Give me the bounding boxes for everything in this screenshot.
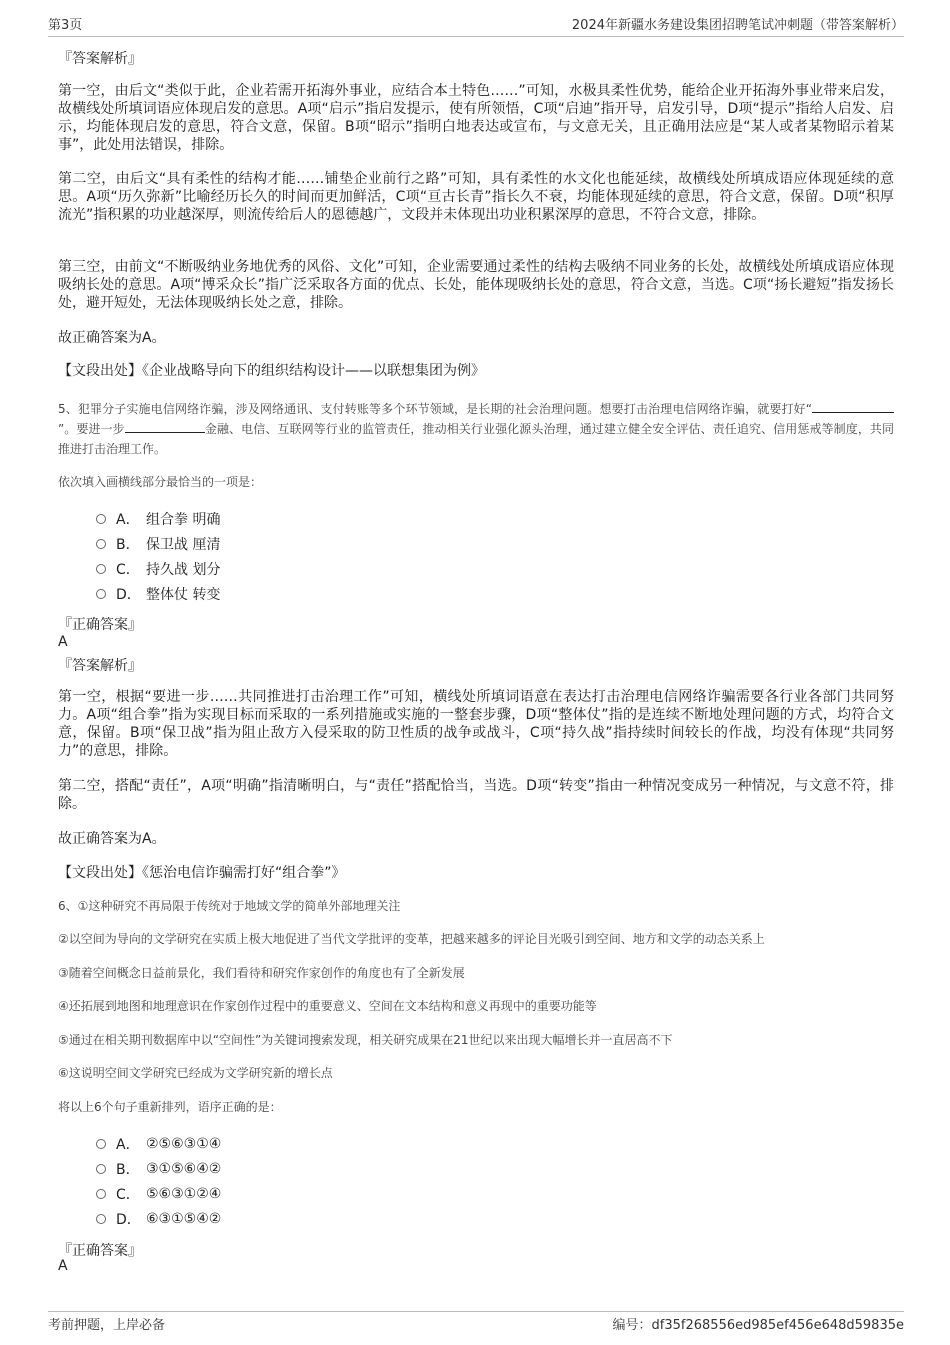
- q5-analysis-label: 『答案解析』: [58, 658, 142, 674]
- q5-option-c[interactable]: [96, 556, 496, 581]
- q5-answer-label: 『正确答案』: [58, 617, 142, 633]
- q6-answer: A: [58, 1258, 68, 1274]
- option-text: ⑥③①⑤④②: [146, 1210, 222, 1227]
- page-footer: [48, 1311, 904, 1333]
- q5-analysis-para-2: 第二空，搭配“责任”，A项“明确”指清晰明白，与“责任”搭配恰当，当选。D项“转变”指由一种情况变成另一种情况，与文意不符，排除。: [58, 778, 894, 812]
- q4-analysis-para-2: 第二空，由后文“具有柔性的结构才能……铺垫企业前行之路”可知，具有柔性的水文化也能延续，故横线处所填成语应体现延续的意思。A项“历久弥新”比喻经历长久的时间而更加鲜活，C项“亘古长青”指长久不衰，均能体现延续的意思，符合文意，保留。D项“积厚流光”指积累的功业越深厚，则流传给后人的恩德越广，文段并未体现出功业积累深厚的意思，不符合文意，排除。: [58, 171, 894, 223]
- option-text: ②⑤⑥③①④: [146, 1135, 222, 1152]
- q6-option-d[interactable]: [96, 1206, 496, 1231]
- q5-stem-part-2: ”。要进一步: [58, 422, 125, 436]
- option-letter: D．: [116, 586, 141, 603]
- radio-icon[interactable]: [96, 1214, 106, 1224]
- q4-conclusion: 故正确答案为A。: [58, 330, 166, 346]
- q4-analysis-para-3: 第三空，由前文“不断吸纳业务地优秀的风俗、文化”可知，企业需要通过柔性的结构去吸纳不同业务的长处，故横线处所填成语应体现吸纳长处的意思。A项“博采众长”指广泛采取各方面的优点、长处，能体现吸纳长处的意思，符合文意，当选。C项“扬长避短”指发扬长处，避开短处，无法体现吸纳长处之意，排除。: [58, 259, 894, 311]
- q5-stem: [58, 399, 894, 459]
- option-text: ③①⑤⑥④②: [146, 1160, 222, 1177]
- radio-icon[interactable]: [96, 589, 106, 599]
- radio-icon[interactable]: [96, 564, 106, 574]
- q4-source: [58, 360, 894, 380]
- q5-answer: A: [58, 634, 68, 650]
- option-text: ⑤⑥③①②④: [146, 1185, 222, 1202]
- q6-sentence-3: ③随着空间概念日益前景化，我们看待和研究作家创作的角度也有了全新发展: [58, 966, 465, 980]
- q5-source: [58, 862, 894, 882]
- q4-analysis-para-1: 第一空，由后文“类似于此，企业若需开拓海外事业，应结合本土特色……”可知，水极具柔性优势，能给企业开拓海外事业带来启发，故横线处所填词语应体现启发的意思。A项“启示”指启发提示，使有所领悟，C项“启迪”指开导，启发引导，D项“提示”指给人启发、启示，均能体现启发的意思，符合文意，保留。B项“昭示”指明白地表达或宣布，与文意无关，且正确用法应是“某人或者某物昭示着某事”，此处用法错误，排除。: [58, 83, 894, 153]
- option-letter: D．: [116, 1211, 141, 1228]
- q5-analysis-para-1: 第一空，根据“要进一步……共同推进打击治理工作”可知，横线处所填词语意在表达打击治理电信网络诈骗需要各行业各部门共同努力。A项“组合拳”指为实现目标而采取的一系列措施或实施的一整套步骤，D项“整体仗”指的是连续不断地处理问题的方式，均符合文意，保留。B项“保卫战”指为阻止敌方入侵采取的防卫性质的战争或战斗，C项“持久战”指持续时间较长的作战，均没有体现“共同努力”的意思，排除。: [58, 689, 894, 759]
- q4-analysis-label: 『答案解析』: [58, 51, 142, 67]
- option-letter: A．: [116, 1136, 140, 1153]
- page-header: [48, 14, 904, 37]
- option-letter: A．: [116, 511, 140, 528]
- page-number: 第3页: [48, 18, 83, 33]
- q6-option-b[interactable]: [96, 1156, 496, 1181]
- radio-icon[interactable]: [96, 1189, 106, 1199]
- q6-sentence-1: 6、①这种研究不再局限于传统对于地域文学的简单外部地理关注: [58, 899, 401, 913]
- q5-blank-1: [812, 400, 894, 413]
- option-text: 组合拳 明确: [146, 511, 221, 528]
- q5-source-text: 《惩治电信诈骗需打好“组合拳”》: [142, 865, 346, 881]
- q6-options: [96, 1131, 496, 1231]
- q5-prompt: 依次填入画横线部分最恰当的一项是：: [58, 475, 263, 489]
- q4-source-text: 《企业战略导向下的组织结构设计——以联想集团为例》: [142, 363, 485, 379]
- q6-sentence-5: ⑤通过在相关期刊数据库中以“空间性”为关键词搜索发现，相关研究成果在21世纪以来出现大幅增长并一直居高不下: [58, 1033, 673, 1047]
- q6-option-a[interactable]: [96, 1131, 496, 1156]
- q6-sentence-4: ④还拓展到地图和地理意识在作家创作过程中的重要意义、空间在文本结构和意义再现中的重要功能等: [58, 999, 597, 1013]
- q6-sentence-2: ②以空间为导向的文学研究在实质上极大地促进了当代文学批评的变革，把越来越多的评论目光吸引到空间、地方和文学的动态关系上: [58, 932, 765, 946]
- q5-options: [96, 506, 496, 606]
- radio-icon[interactable]: [96, 539, 106, 549]
- q5-stem-part-3: 金融、电信、互联网等行业的监管责任，推动相关行业强化源头治理，通过建立健全安全评估、责任追究、信用惩戒等制度，共同推进打击治理工作。: [58, 422, 895, 456]
- footer-slogan: 考前押题，上岸必备: [48, 1318, 166, 1333]
- q5-conclusion: 故正确答案为A。: [58, 831, 166, 847]
- q5-option-b[interactable]: [96, 531, 496, 556]
- option-letter: B．: [116, 1161, 140, 1178]
- q6-answer-label: 『正确答案』: [58, 1243, 142, 1259]
- q5-source-label: 【文段出处】: [58, 865, 142, 881]
- option-letter: C．: [116, 1186, 140, 1203]
- q6-sentence-6: ⑥这说明空间文学研究已经成为文学研究新的增长点: [58, 1066, 333, 1080]
- option-letter: B．: [116, 536, 140, 553]
- radio-icon[interactable]: [96, 514, 106, 524]
- option-text: 整体仗 转变: [146, 586, 221, 603]
- radio-icon[interactable]: [96, 1139, 106, 1149]
- q5-option-a[interactable]: [96, 506, 496, 531]
- q6-prompt: 将以上6个句子重新排列，语序正确的是：: [58, 1100, 282, 1114]
- radio-icon[interactable]: [96, 1164, 106, 1174]
- q5-option-d[interactable]: [96, 581, 496, 606]
- q5-blank-2: [125, 420, 205, 433]
- option-text: 保卫战 厘清: [146, 536, 221, 553]
- option-letter: C．: [116, 561, 140, 578]
- q6-option-c[interactable]: [96, 1181, 496, 1206]
- q4-source-label: 【文段出处】: [58, 363, 142, 379]
- document-id: 编号：df35f268556ed985ef456e648d59835e: [612, 1318, 904, 1333]
- document-title: 2024年新疆水务建设集团招聘笔试冲刺题（带答案解析）: [571, 18, 904, 33]
- q5-stem-part-1: 5、犯罪分子实施电信网络诈骗，涉及网络通讯、支付转账等多个环节领域，是长期的社会治理问题。想要打击治理电信网络诈骗，就要打好“: [58, 402, 812, 416]
- option-text: 持久战 划分: [146, 561, 221, 578]
